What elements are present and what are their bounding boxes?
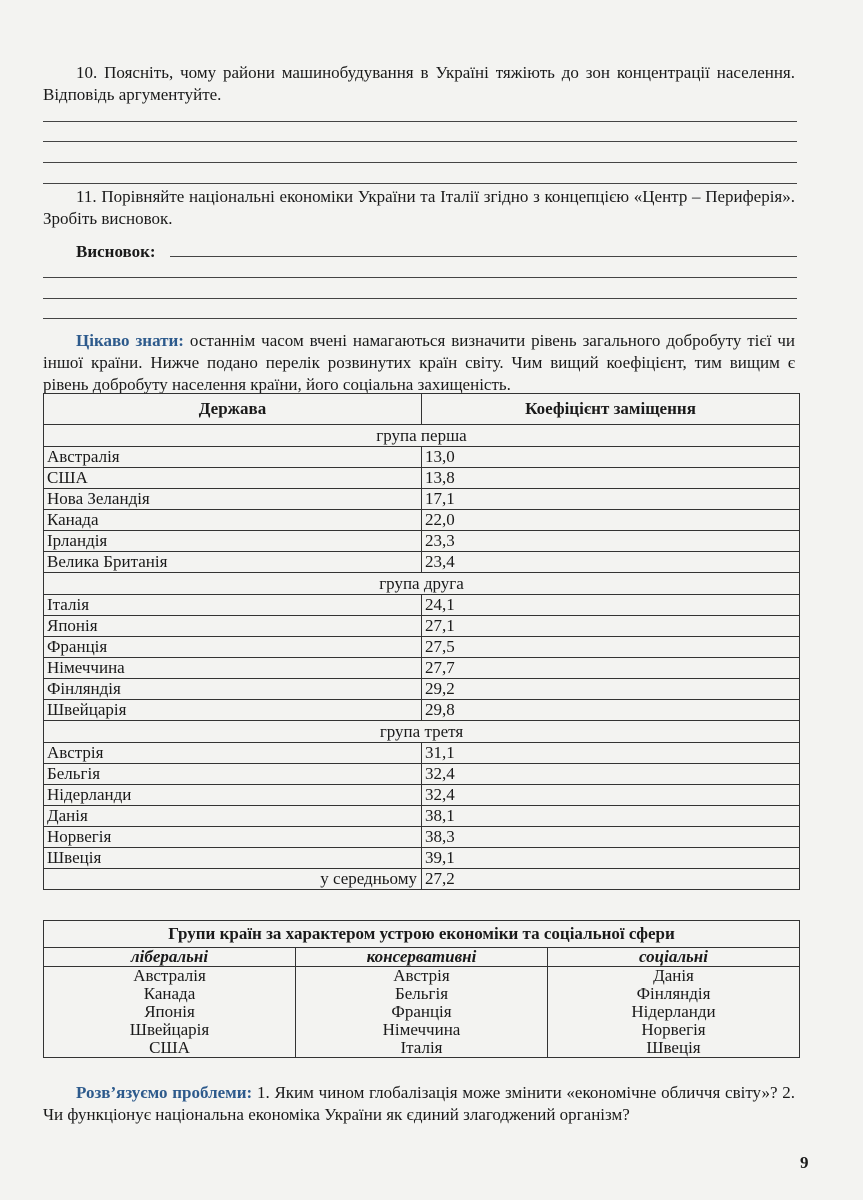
table-row — [44, 764, 800, 785]
country-cell: Швейцарія — [44, 700, 422, 721]
did-you-know-label: Цікаво знати: — [76, 331, 184, 350]
coefficient-cell: 32,4 — [422, 785, 800, 806]
average-label: у середньому — [44, 869, 422, 890]
groups-table-title: Групи країн за характером устрою економіки та соціальної сфери — [44, 921, 800, 948]
country-cell: Данія — [548, 967, 800, 986]
answer-line[interactable] — [43, 162, 797, 163]
table-row — [44, 700, 800, 721]
did-you-know-text: останнім часом вчені намагаються визначити рівень загального добробуту тієї чи іншої країни. Нижче подано перелік розвинутих країн світу. Чим вищий коефіцієнт, тим вищим є рівень добробуту населення країни, його соціальна захищеність. — [43, 331, 796, 394]
coefficient-cell: 17,1 — [422, 489, 800, 510]
coefficient-cell: 27,7 — [422, 658, 800, 679]
question-11 — [43, 186, 795, 230]
country-cell: Фінляндія — [44, 679, 422, 700]
coefficient-cell: 27,1 — [422, 616, 800, 637]
table-row — [44, 468, 800, 489]
group-header: група перша — [44, 425, 800, 447]
coefficient-cell: 27,5 — [422, 637, 800, 658]
table-row — [44, 1003, 800, 1021]
table-row — [44, 616, 800, 637]
country-cell: Австралія — [44, 447, 422, 468]
country-cell: Бельгія — [296, 985, 548, 1003]
coefficient-cell: 24,1 — [422, 595, 800, 616]
coefficient-cell: 38,1 — [422, 806, 800, 827]
coefficient-cell: 23,4 — [422, 552, 800, 573]
country-cell: Франція — [44, 637, 422, 658]
country-cell: Швеція — [548, 1039, 800, 1058]
average-row — [44, 869, 800, 890]
question-11-text: 11. Порівняйте національні економіки України та Італії згідно з концепцією «Центр – Периферія». Зробіть висновок. — [43, 187, 795, 228]
country-cell: Італія — [44, 595, 422, 616]
country-cell: Німеччина — [296, 1021, 548, 1039]
answer-line[interactable] — [43, 318, 797, 319]
table-row — [44, 531, 800, 552]
table-row — [44, 985, 800, 1003]
country-cell: Норвегія — [44, 827, 422, 848]
table-row — [44, 679, 800, 700]
table-row — [44, 552, 800, 573]
page-number: 9 — [800, 1153, 809, 1172]
table-row — [44, 743, 800, 764]
answer-line[interactable] — [43, 298, 797, 299]
country-cell: Нідерланди — [548, 1003, 800, 1021]
table-row — [44, 806, 800, 827]
table-row — [44, 1039, 800, 1058]
country-cell: США — [44, 1039, 296, 1058]
country-cell: Італія — [296, 1039, 548, 1058]
country-cell: Ірландія — [44, 531, 422, 552]
average-value: 27,2 — [422, 869, 800, 890]
coefficient-cell: 23,3 — [422, 531, 800, 552]
table-row — [44, 827, 800, 848]
table-row — [44, 510, 800, 531]
table-row — [44, 595, 800, 616]
column-header-social: соціальні — [548, 948, 800, 967]
coefficient-cell: 13,0 — [422, 447, 800, 468]
answer-line[interactable] — [43, 121, 797, 122]
table-row — [44, 785, 800, 806]
country-cell: Велика Британія — [44, 552, 422, 573]
table-row — [44, 489, 800, 510]
country-cell: Бельгія — [44, 764, 422, 785]
country-cell: Австрія — [44, 743, 422, 764]
country-groups-table — [43, 920, 800, 1058]
table-row — [44, 637, 800, 658]
column-header-liberal: ліберальні — [44, 948, 296, 967]
country-cell: Японія — [44, 616, 422, 637]
country-cell: Японія — [44, 1003, 296, 1021]
country-cell: Австрія — [296, 967, 548, 986]
question-10 — [43, 62, 795, 106]
table-row — [44, 967, 800, 986]
problems-text: 1. Яким чином глобалізація може змінити «економічне обличчя світу»? 2. Чи функціонує національна економіка України як єдиний злагоджений організм? — [43, 1083, 796, 1124]
country-cell: Фінляндія — [548, 985, 800, 1003]
country-cell: США — [44, 468, 422, 489]
country-cell: Данія — [44, 806, 422, 827]
answer-line[interactable] — [43, 183, 797, 184]
country-cell: Німеччина — [44, 658, 422, 679]
coefficient-cell: 32,4 — [422, 764, 800, 785]
did-you-know — [43, 330, 795, 396]
column-header-coefficient: Коефіцієнт заміщення — [422, 394, 800, 425]
column-header-country: Держава — [44, 394, 422, 425]
country-cell: Австралія — [44, 967, 296, 986]
group-header: група третя — [44, 721, 800, 743]
table-row — [44, 848, 800, 869]
answer-line[interactable] — [43, 277, 797, 278]
country-cell: Нова Зеландія — [44, 489, 422, 510]
country-cell: Нідерланди — [44, 785, 422, 806]
country-cell: Швеція — [44, 848, 422, 869]
country-cell: Канада — [44, 985, 296, 1003]
group-header: група друга — [44, 573, 800, 595]
coefficient-cell: 39,1 — [422, 848, 800, 869]
table-row — [44, 447, 800, 468]
answer-line[interactable] — [43, 141, 797, 142]
question-10-text: 10. Поясніть, чому райони машинобудування в Україні тяжіють до зон концентрації населення. Відповідь аргументуйте. — [43, 63, 795, 104]
problems-label: Розв’язуємо проблеми: — [76, 1083, 253, 1102]
answer-line[interactable] — [170, 256, 797, 257]
country-cell: Норвегія — [548, 1021, 800, 1039]
country-cell: Канада — [44, 510, 422, 531]
column-header-conservative: консервативні — [296, 948, 548, 967]
table-row — [44, 658, 800, 679]
coefficient-cell: 31,1 — [422, 743, 800, 764]
coefficient-cell: 13,8 — [422, 468, 800, 489]
country-cell: Франція — [296, 1003, 548, 1021]
coefficient-cell: 29,8 — [422, 700, 800, 721]
table-row — [44, 1021, 800, 1039]
conclusion-label: Висновок: — [76, 242, 156, 261]
replacement-coefficient-table — [43, 393, 800, 890]
country-cell: Швейцарія — [44, 1021, 296, 1039]
coefficient-cell: 22,0 — [422, 510, 800, 531]
coefficient-cell: 29,2 — [422, 679, 800, 700]
coefficient-cell: 38,3 — [422, 827, 800, 848]
problems-section — [43, 1082, 795, 1126]
